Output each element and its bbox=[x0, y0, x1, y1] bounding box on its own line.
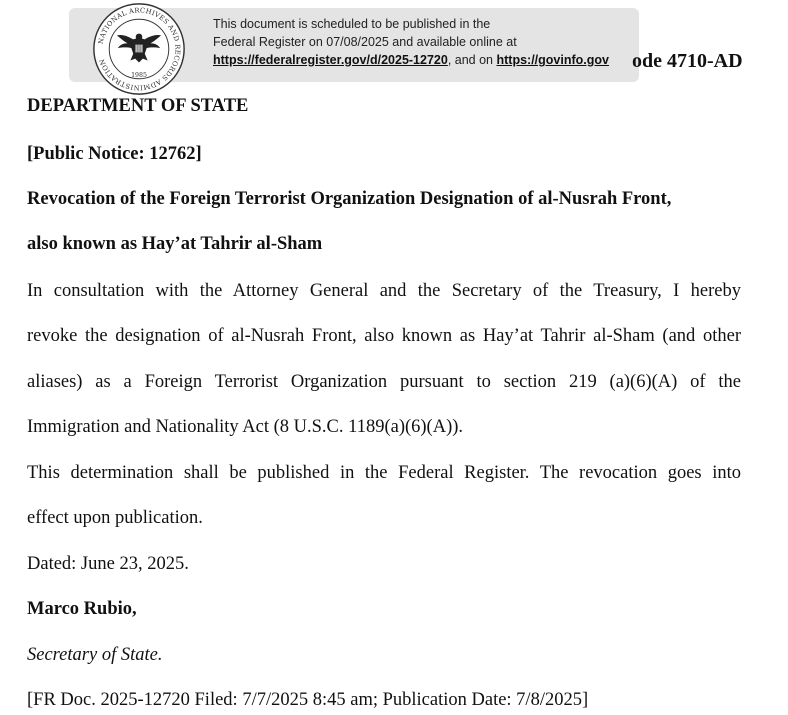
federalregister-link[interactable]: https://federalregister.gov/d/2025-12720 bbox=[213, 53, 448, 67]
banner-line-3-mid: , and on bbox=[447, 53, 497, 67]
seal-ring-text: NATIONAL ARCHIVES AND RECORDS ADMINISTRATION bbox=[96, 6, 182, 92]
notice-title-line-2: also known as Hay’at Tahrir al-Sham bbox=[27, 234, 323, 254]
billing-code: ode 4710-AD bbox=[632, 50, 743, 72]
body-paragraph-1-line-4: Immigration and Nationality Act (8 U.S.C. 1189(a)(6)(A)). bbox=[27, 417, 464, 437]
seal-year: 1985 bbox=[131, 71, 147, 79]
body-paragraph-1-line-1: In consultation with the Attorney General and the Secretary of the Treasury, I hereby bbox=[27, 281, 741, 301]
signer-title: Secretary of State. bbox=[27, 645, 163, 665]
banner-text bbox=[213, 15, 609, 69]
body-paragraph-1-line-3: aliases) as a Foreign Terrorist Organization pursuant to section 219 (a)(6)(A) of the bbox=[27, 372, 741, 392]
body-paragraph-2-line-2: effect upon publication. bbox=[27, 508, 203, 528]
fr-doc-footer: [FR Doc. 2025-12720 Filed: 7/7/2025 8:45 am; Publication Date: 7/8/2025] bbox=[27, 690, 589, 710]
notice-title-line-1: Revocation of the Foreign Terrorist Organization Designation of al-Nusrah Front, bbox=[27, 189, 672, 209]
banner-line-2: Federal Register on 07/08/2025 and available online at bbox=[213, 35, 517, 49]
signer-name: Marco Rubio, bbox=[27, 599, 137, 619]
body-paragraph-1-line-2: revoke the designation of al-Nusrah Front, also known as Hay’at Tahrir al-Sham (and other bbox=[27, 326, 741, 346]
public-notice-number: [Public Notice: 12762] bbox=[27, 144, 202, 164]
govinfo-link[interactable]: https://govinfo.gov bbox=[496, 53, 609, 67]
department-heading: DEPARTMENT OF STATE bbox=[27, 96, 249, 116]
banner-line-1: This document is scheduled to be published in the bbox=[213, 17, 491, 31]
body-paragraph-2-line-1: This determination shall be published in the Federal Register. The revocation goes into bbox=[27, 463, 741, 483]
banner-line-3 bbox=[213, 51, 609, 69]
nara-seal-icon bbox=[91, 1, 187, 97]
dated-line: Dated: June 23, 2025. bbox=[27, 554, 189, 574]
